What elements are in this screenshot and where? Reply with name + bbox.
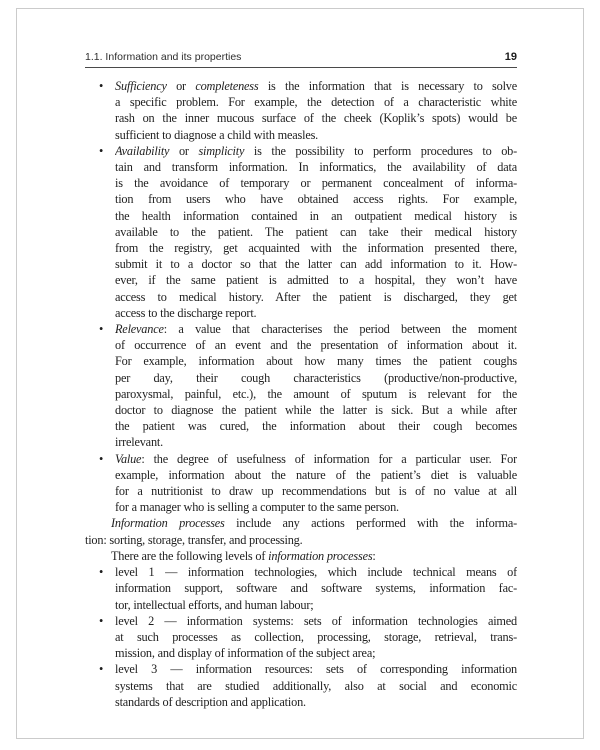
bullet-marker: • <box>99 565 104 580</box>
text-line: access to the discharge report. <box>115 305 257 320</box>
text-line: tion from users who have obtained access rights. For example, <box>115 192 517 207</box>
text-line: There are the following levels of information processes: <box>111 548 376 563</box>
text-line: For example, information about how many times the patient coughs <box>115 354 517 369</box>
bullet-item <box>85 451 517 516</box>
bullet-item <box>85 321 517 451</box>
text-line: tion: sorting, storage, transfer, and processing. <box>85 532 303 547</box>
text-line: tor, intellectual efforts, and human labour; <box>115 597 314 612</box>
text-line: level 1 — information technologies, which include technical means of <box>115 565 517 580</box>
text-line: paroxysmal, painful, etc.), the amount of sputum is relevant for the <box>115 386 517 401</box>
text-line: tain and transform information. In informatics, the availability of data <box>115 160 517 175</box>
text-line: available to the patient. The patient can take their medical history <box>115 224 517 239</box>
bullet-item <box>85 613 517 662</box>
text-line: from the registry, get acquainted with the information presented there, <box>115 241 517 256</box>
header-rule <box>85 67 517 68</box>
text-line: systems that are studied additionally, also at social and economic <box>115 678 517 693</box>
text-line: ever, if the same patient is admitted to a hospital, they won’t have <box>115 273 517 288</box>
text-line: sufficient to diagnose a child with measles. <box>115 127 319 142</box>
text-line: mission, and display of information of the subject area; <box>115 646 376 661</box>
bullet-marker: • <box>99 613 104 628</box>
text-line: irrelevant. <box>115 435 163 450</box>
bullet-item <box>85 143 517 321</box>
text-line: a specific problem. For example, the detection of a characteristic white <box>115 95 517 110</box>
header-section-title: 1.1. Information and its properties <box>85 51 242 63</box>
text-line: submit it to a doctor so that the latter can add information to it. How- <box>115 257 517 272</box>
text-line: standards of description and application. <box>115 694 306 709</box>
running-header <box>85 51 517 63</box>
bullet-item <box>85 661 517 710</box>
paragraph <box>85 548 517 564</box>
text-line: for a nutritionist to draw up recommendations but is of no value at all <box>115 484 517 499</box>
text-line: the patient was cured, the information about their cough becomes <box>115 419 517 434</box>
text-line: is the avoidance of temporary or permanent concealment of informa- <box>115 176 517 191</box>
text-line: the health information contained in an outpatient medical history is <box>115 208 517 223</box>
bullet-marker: • <box>99 322 104 337</box>
text-line: Information processes include any actions performed with the informa- <box>111 516 517 531</box>
text-line: doctor to diagnose the patient while the latter is sick. But a while after <box>115 403 517 418</box>
text-line: level 3 — information resources: sets of corresponding information <box>115 662 517 677</box>
bullet-marker: • <box>99 143 104 158</box>
text-line: Sufficiency or completeness is the information that is necessary to solve <box>115 79 517 93</box>
paragraph <box>85 515 517 547</box>
bullet-marker: • <box>99 662 104 677</box>
page-body <box>85 78 517 710</box>
bullet-item <box>85 564 517 613</box>
text-line: information support, software and software systems, information fac- <box>115 581 517 596</box>
text-line: Availability or simplicity is the possibility to perform procedures to ob- <box>115 143 517 158</box>
bullet-marker: • <box>99 451 104 466</box>
text-line: Relevance: a value that characterises the period between the moment <box>115 322 517 337</box>
text-line: example, information about the nature of the patient’s diet is valuable <box>115 467 517 482</box>
page-number: 19 <box>504 51 517 63</box>
text-line: level 2 — information systems: sets of information technologies aimed <box>115 613 517 628</box>
text-line: access to medical history. After the patient is discharged, they get <box>115 289 517 304</box>
text-line: for a manager who is selling a computer to the same person. <box>115 500 399 515</box>
text-line: Value: the degree of usefulness of information for a particular user. For <box>115 451 517 466</box>
bullet-item <box>85 78 517 143</box>
text-line: of occurrence of an event and the presentation of information about it. <box>115 338 517 353</box>
bullet-marker: • <box>99 79 104 93</box>
text-line: rash on the inner mucous surface of the cheek (Koplik’s spots) would be <box>115 111 517 126</box>
text-line: at such processes as collection, processing, storage, retrieval, trans- <box>115 629 517 644</box>
text-line: per day, their cough characteristics (productive/non-productive, <box>115 370 517 385</box>
